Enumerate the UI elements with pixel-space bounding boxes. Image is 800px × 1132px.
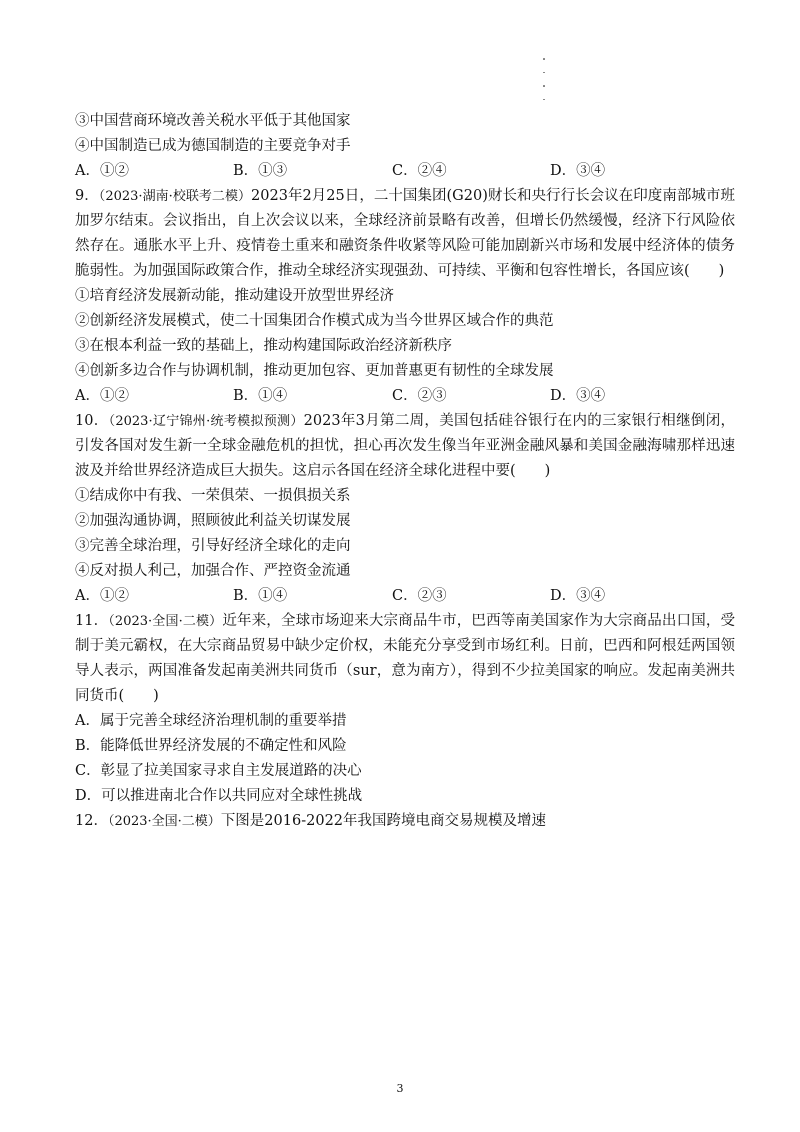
q12-number: 12． bbox=[75, 813, 108, 829]
q10-item-3: ③完善全球治理，引导好经济全球化的走向 bbox=[75, 538, 351, 554]
q9-stem-text: 2023年2月25日，二十国集团(G20)财长和央行行长会议在印度南部城市班加罗尔结束。会议指出，自上次会议以来，全球经济前景略有改善，但增长仍然缓慢，经济下行风险依然存在。通胀水平上升、疫情卷土重来和融资条件收紧等风险可能加剧新兴市场和发展中经济体的债务脆弱性。为加强国际政策合作，推动全球经济实现强劲、可持续、平衡和包容性增长，各国应该( ) bbox=[75, 188, 735, 279]
q10-stem bbox=[75, 409, 735, 484]
q11-option-d[interactable]: D．可以推进南北合作以共同应对全球性挑战 bbox=[75, 788, 363, 804]
q10-stem-text: 2023年3月第二周，美国包括硅谷银行在内的三家银行相继倒闭，引发各国对发生新一全球金融危机的担忧，担心再次发生像当年亚洲金融风暴和美国金融海啸那样迅速波及并给世界经济造成巨大损失。这启示各国在经济全球化进程中要( ) bbox=[75, 413, 735, 479]
q11-option-c[interactable]: C．彰显了拉美国家寻求自主发展道路的决心 bbox=[75, 763, 362, 779]
q9-item-1: ①培育经济发展新动能，推动建设开放型世界经济 bbox=[75, 288, 394, 304]
q10-number: 10． bbox=[75, 413, 109, 429]
margin-dots bbox=[543, 58, 547, 112]
q8-option-b[interactable]: B．①③ bbox=[233, 163, 288, 179]
q12-stem-text: 下图是2016-2022年我国跨境电商交易规模及增速 bbox=[220, 813, 547, 829]
q10-options bbox=[75, 584, 735, 609]
q10-item-2: ②加强沟通协调，照顾彼此利益关切谋发展 bbox=[75, 513, 351, 529]
q9-stem bbox=[75, 184, 735, 284]
q9-option-a[interactable]: A．①② bbox=[75, 388, 129, 404]
q11-number: 11． bbox=[75, 613, 109, 629]
q11-stem-text: 近年来，全球市场迎来大宗商品牛市，巴西等南美国家作为大宗商品出口国，受制于美元霸权，在大宗商品贸易中缺少定价权，未能充分享受到市场红利。日前，巴西和阿根廷两国领导人表示，两国准备发起南美洲共同货币（sur，意为南方），得到不少拉美国家的响应。发起南美洲共同货币( ) bbox=[75, 613, 736, 704]
q9-option-d[interactable]: D．③④ bbox=[550, 388, 606, 404]
q10-option-d[interactable]: D．③④ bbox=[550, 588, 606, 604]
q8-option-a[interactable]: A．①② bbox=[75, 163, 129, 179]
q9-option-c[interactable]: C．②③ bbox=[392, 388, 447, 404]
q10-option-a[interactable]: A．①② bbox=[75, 588, 129, 604]
q8-item-4: ④中国制造已成为德国制造的主要竞争对手 bbox=[75, 138, 351, 154]
q8-item-3: ③中国营商环境改善关税水平低于其他国家 bbox=[75, 113, 351, 129]
q12-source: （2023·全国·二模） bbox=[107, 814, 221, 829]
q10-source: （2023·辽宁锦州·统考模拟预测） bbox=[108, 414, 304, 429]
q9-item-2: ②创新经济发展模式，使二十国集团合作模式成为当今世界区域合作的典范 bbox=[75, 313, 554, 329]
q9-item-3: ③在根本利益一致的基础上，推动构建国际政治经济新秩序 bbox=[75, 338, 452, 354]
q11-option-a[interactable]: A．属于完善全球经济治理机制的重要举措 bbox=[75, 713, 347, 729]
q11-stem bbox=[75, 609, 735, 709]
q8-option-c[interactable]: C．②④ bbox=[392, 163, 447, 179]
page-number: 3 bbox=[396, 1082, 404, 1095]
q9-options bbox=[75, 384, 735, 409]
q9-source: （2023·湖南·校联考二模） bbox=[98, 189, 252, 204]
q10-item-4: ④反对损人利己，加强合作、严控资金流通 bbox=[75, 563, 351, 579]
q8-option-d[interactable]: D．③④ bbox=[550, 163, 606, 179]
q11-source: （2023·全国·二模） bbox=[108, 614, 223, 629]
q8-options bbox=[75, 159, 735, 184]
q10-option-c[interactable]: C．②③ bbox=[392, 588, 447, 604]
q9-number: 9． bbox=[75, 188, 99, 204]
q10-option-b[interactable]: B．①④ bbox=[233, 588, 288, 604]
q9-item-4: ④创新多边合作与协调机制，推动更加包容、更加普惠更有韧性的全球发展 bbox=[75, 363, 554, 379]
q12-stem bbox=[75, 809, 735, 834]
q9-option-b[interactable]: B．①④ bbox=[233, 388, 288, 404]
q10-item-1: ①结成你中有我、一荣俱荣、一损俱损关系 bbox=[75, 488, 351, 504]
q11-option-b[interactable]: B．能降低世界经济发展的不确定性和风险 bbox=[75, 738, 347, 754]
question-list bbox=[75, 109, 735, 834]
